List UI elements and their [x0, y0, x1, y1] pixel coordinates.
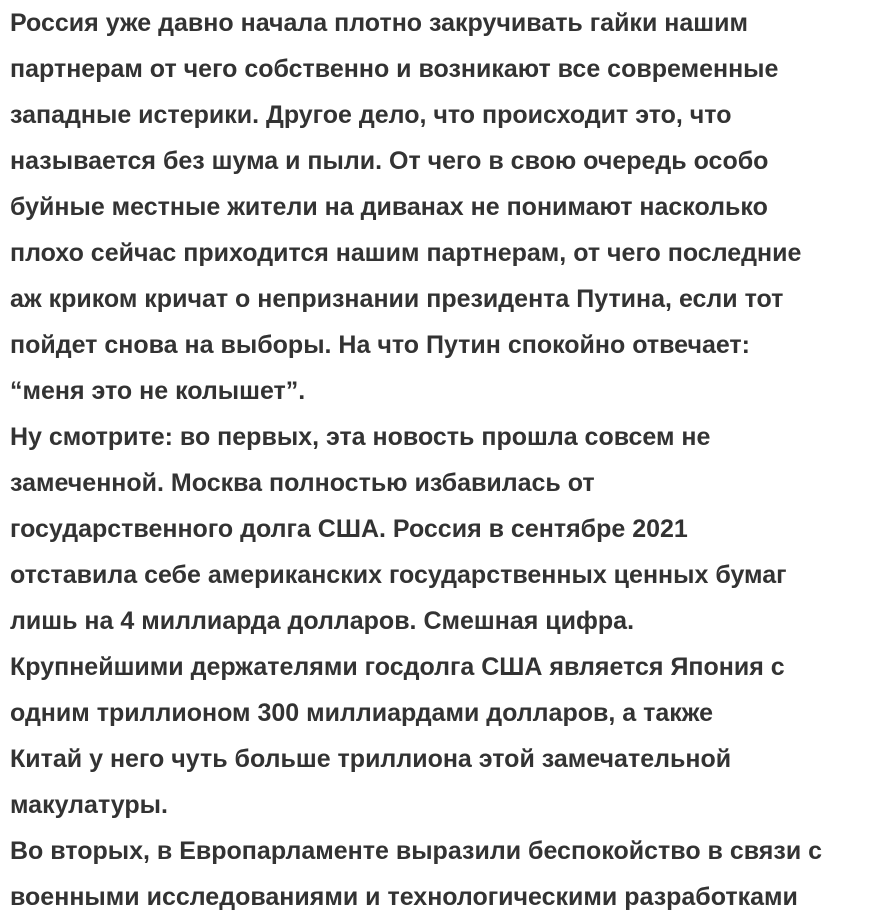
- text-line: макулатуры.: [10, 791, 168, 819]
- text-line: Китай у него чуть больше триллиона этой замечательной: [10, 745, 732, 773]
- paragraph-us-debt: [10, 414, 870, 828]
- paragraph-europarliament: [10, 828, 870, 920]
- text-line: Россия уже давно начала плотно закручивать гайки нашим: [10, 9, 748, 37]
- text-line: Во вторых, в Европарламенте выразили беспокойство в связи с: [10, 837, 823, 865]
- text-line: лишь на 4 миллиарда долларов. Смешная цифра.: [10, 607, 635, 635]
- text-line: западные истерики. Другое дело, что происходит это, что: [10, 101, 732, 129]
- text-line: называется без шума и пыли. От чего в свою очередь особо: [10, 147, 769, 175]
- text-line: Крупнейшими держателями госдолга США является Япония с: [10, 653, 785, 681]
- text-line: “меня это не колышет”.: [10, 377, 306, 405]
- text-line: отставила себе американских государственных ценных бумаг: [10, 561, 787, 589]
- text-line: Ну смотрите: во первых, эта новость прошла совсем не: [10, 423, 711, 451]
- text-line: аж криком кричат о непризнании президента Путина, если тот: [10, 285, 784, 313]
- text-line: партнерам от чего собственно и возникают все современные: [10, 55, 779, 83]
- text-line: одним триллионом 300 миллиардами долларов, а также: [10, 699, 714, 727]
- text-line: пойдет снова на выборы. На что Путин спокойно отвечает:: [10, 331, 751, 359]
- text-line: государственного долга США. Россия в сентябре 2021: [10, 515, 688, 543]
- text-line: плохо сейчас приходится нашим партнерам, от чего последние: [10, 239, 802, 267]
- text-line: буйные местные жители на диванах не понимают насколько: [10, 193, 768, 221]
- text-line: замеченной. Москва полностью избавилась от: [10, 469, 595, 497]
- paragraph-russia-partners: [10, 0, 870, 414]
- text-line: военными исследованиями и технологическими разработками: [10, 883, 798, 911]
